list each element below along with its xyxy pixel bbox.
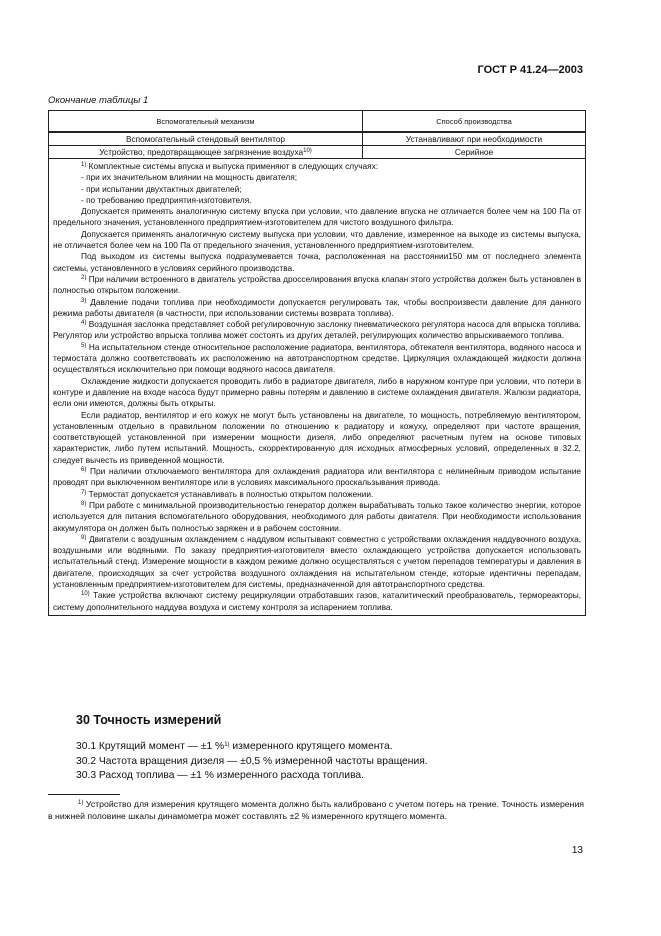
- note-marker: 7): [81, 489, 87, 496]
- note-text: Под выходом из системы выпуска подразумевается точка, расположенная на расстоянии150 мм от последнего элемента системы, установленного в условиях серийного производства.: [53, 251, 581, 273]
- table-row: [49, 146, 585, 159]
- note-text: При наличии отключаемого вентилятора для охлаждения радиатора или вентилятора с нелинейным приводом испытание проводят при выключенном вентиляторе или в условиях максимального проскальзывания привода.: [53, 466, 581, 488]
- table-note: [53, 489, 581, 500]
- note-text: Комплектные системы впуска и выпуска применяют в следующих случаях:: [88, 161, 379, 171]
- table-note: [53, 195, 581, 206]
- note-text: Термостат допускается устанавливать в полностью открытом положении.: [88, 488, 374, 499]
- table-note: [53, 229, 581, 252]
- note-text: Воздушная заслонка представляет собой регулировочную заслонку пневматического регулятора насоса для впрыска топлива. Регулятор или устройство впрыска топлива может состоять из других деталей, регулирующих количество впрыскиваемого топлива.: [53, 319, 581, 341]
- table-note: [53, 206, 581, 229]
- cell-method: Серийное: [454, 147, 494, 157]
- table-note: [53, 161, 581, 172]
- section-item: 30.1 Крутящий момент — ±1 %$^{1)}$ измеренного крутящего момента.: [76, 741, 393, 752]
- note-marker: 10): [81, 591, 90, 598]
- note-text: - по требованию предприятия-изготовителя.: [81, 194, 252, 205]
- section-item: 30.2 Частота вращения дизеля — ±0,5 % измеренной частоты вращения.: [76, 755, 428, 767]
- note-marker: 9): [81, 534, 87, 541]
- note-text: Двигатели с воздушным охлаждением с наддувом испытывают совместно с устройствами охлаждения наддувочного воздуха, воздушными или водяными. По заказу предприятия-изготовителя вместо охлаждающего устройства допускается использовать испытательный стенд. Измерение мощности в каждом режиме должно осуществляться с учетом перепадов температуры и давления в двигателе, происходящих за счет устройства воздушного охлаждения на испытательном стенде, которые идентичны перепадам, установленным предприятием-изготовителем для системы, предназначенной для автотранспортного средства.: [53, 533, 582, 589]
- table-note: [53, 534, 581, 590]
- footnote: $^{1)}$ Устройство для измерения крутящего момента должно быть калибровано с учетом потерь на трение. Точность измерения в нижней половине шкалы динамометра может составлять ±2 % измеренного крутящего момента.: [48, 799, 584, 821]
- table-note: [53, 319, 581, 342]
- table-note: [53, 590, 581, 613]
- note-marker: 6): [81, 467, 87, 474]
- note-marker: 3): [81, 297, 87, 304]
- footnote-divider: [48, 794, 120, 795]
- column-header-mechanism: Вспомогательный механизм: [49, 111, 363, 131]
- cell-mechanism: Устройство, предотвращающее загрязнение воздуха$^{10)}$: [49, 146, 363, 158]
- note-marker: 2): [81, 274, 87, 281]
- note-text: - при испытании двухтактных двигателей;: [81, 183, 242, 194]
- note-text: При работе с минимальной производительностью генератор должен вырабатывать только такое количество энергии, которое используется для питания вспомогательного оборудования, необходимого для работы двигателя. При необходимости использования аккумулятора он должен быть полностью заряжен и в рабочем состоянии.: [53, 499, 582, 533]
- column-header-method: Способ производства: [436, 116, 512, 126]
- note-text: Давление подачи топлива при необходимости допускается регулировать так, чтобы воспроизвести давление для данного режима работы двигателя (в частности, при использовании системы возврата топлива).: [53, 296, 582, 318]
- page-number: 13: [571, 845, 583, 856]
- note-text: Допускается применять аналогичную систему впуска при условии, что давление впуска не отличается более чем на 100 Па от предельного значения, установленного предприятием-изготовителем для чистого воздушного фильтра.: [53, 206, 581, 228]
- note-text: Охлаждение жидкости допускается проводить либо в радиаторе двигателя, либо в наружном контуре при условии, что потери в контуре и давление на входе насоса будут примерно равны потерям и давлению в системе охлаждения двигателя. Жалюзи радиатора, если они имеются, должны быть открыты.: [53, 375, 581, 409]
- note-text: - при их значительном влиянии на мощность двигателя;: [81, 172, 297, 183]
- table-note: [53, 172, 581, 183]
- table-note: [53, 297, 581, 320]
- table-notes: [49, 159, 585, 615]
- table: [48, 110, 586, 616]
- table-note: [53, 274, 581, 297]
- note-marker: 5): [81, 342, 87, 349]
- table-caption: Окончание таблицы 1: [48, 95, 149, 106]
- note-text: Допускается применять аналогичную систему выпуска при условии, что давление, измеренное на выходе из системы выпуска, не отличается более чем на 100 Па от предельного значения, установленного предприятием-изготовителем.: [53, 228, 581, 251]
- document-id: ГОСТ Р 41.24—2003: [477, 64, 583, 76]
- table-note: [53, 500, 581, 534]
- note-text: Такие устройства включают систему рециркуляции отработавших газов, каталитический преобразователь, термореакторы, систему дополнительного наддува воздуха и систему контроля за испарением топлива.: [53, 590, 581, 612]
- note-text: На испытательном стенде относительное расположение радиатора, вентилятора, обтекателя вентилятора, водяного насоса и термостата должно соответствовать их расположению на автотранспортном средстве. Циркуляция охлаждающей жидкости должна осуществляться исключительно при помощи водяного насоса двигателя.: [53, 341, 581, 375]
- note-marker: 8): [81, 500, 87, 507]
- note-text: Если радиатор, вентилятор и его кожух не могут быть установлены на двигателе, то мощность, потребляемую вентилятором, установленным отдельно в правильном положении по отношению к радиатору и кожуху, определяют при частоте вращения, соответствующей установленной при измерении мощности дизеля, либо определяют расчетным путем на основе типовых характеристик, либо путем испытаний. Мощность, скорректированную для исходных атмосферных условий, определенных в 32.2, следует вычесть из приведенной мощности.: [53, 409, 581, 465]
- section-item: 30.3 Расход топлива — ±1 % измеренного расхода топлива.: [76, 770, 365, 782]
- section-items: [76, 740, 428, 784]
- table-note: [53, 251, 581, 274]
- note-marker: 1): [81, 162, 87, 168]
- table-header-row: [49, 111, 585, 133]
- table-row: [49, 133, 585, 146]
- table-note: [53, 466, 581, 489]
- table-note: [53, 342, 581, 376]
- cell-mechanism: Вспомогательный стендовый вентилятор: [49, 133, 363, 145]
- table-note: [53, 376, 581, 410]
- note-marker: 4): [81, 320, 87, 327]
- table-note: [53, 410, 581, 466]
- note-text: При наличии встроенного в двигатель устройства дросселирования впуска клапан этого устройства должен быть установлен в полностью открытом положении.: [53, 273, 582, 296]
- cell-method: Устанавливают при необходимости: [405, 134, 543, 144]
- table-note: [53, 184, 581, 195]
- section-title: 30 Точность измерений: [76, 713, 222, 727]
